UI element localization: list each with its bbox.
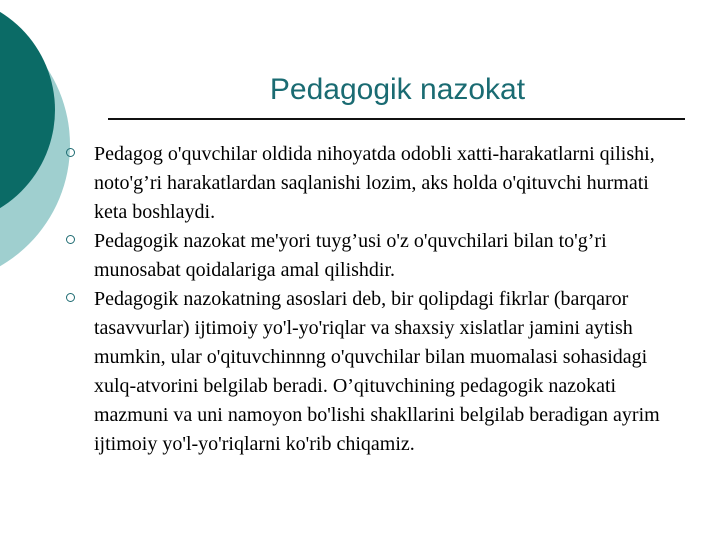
hollow-circle-icon (66, 148, 75, 157)
bullet-text: Pedagogik nazokat me'yori tuyg’usi o'z o'quvchilari bilan to'g’ri munosabat qoidalariga amal qilishdir. (94, 230, 607, 281)
hollow-circle-icon (66, 235, 75, 244)
list-item (62, 227, 682, 285)
bullet-list (62, 140, 682, 459)
slide-title: Pedagogik nazokat (269, 73, 526, 106)
bullet-text: Pedagog o'quvchilar oldida nihoyatda odobli xatti-harakatlarni qilishi, noto'g’ri harakatlardan saqlanishi lozim, aks holda o'qituvchi hurmati keta boshlaydi. (94, 143, 655, 223)
list-item (62, 285, 682, 459)
hollow-circle-icon (66, 293, 75, 302)
title-underline (108, 118, 685, 120)
list-item (62, 140, 682, 227)
bullet-text: Pedagogik nazokatning asoslari deb, bir qolipdagi fikrlar (barqaror tasavvurlar) ijtimoiy yo'l-yo'riqlar va shaxsiy xislatlar jamini aytish mumkin, ular o'qituvchinnng o'quvchilar bilan muomalasi sohasidagi xulq-atvorini belgilab beradi. O’qituvchining pedagogik nazokati mazmuni va uni namoyon bo'lishi shakllarini belgilab beradigan ayrim ijtimoiy yo'l-yo'riqlarni ko'rib chiqamiz. (94, 288, 660, 455)
